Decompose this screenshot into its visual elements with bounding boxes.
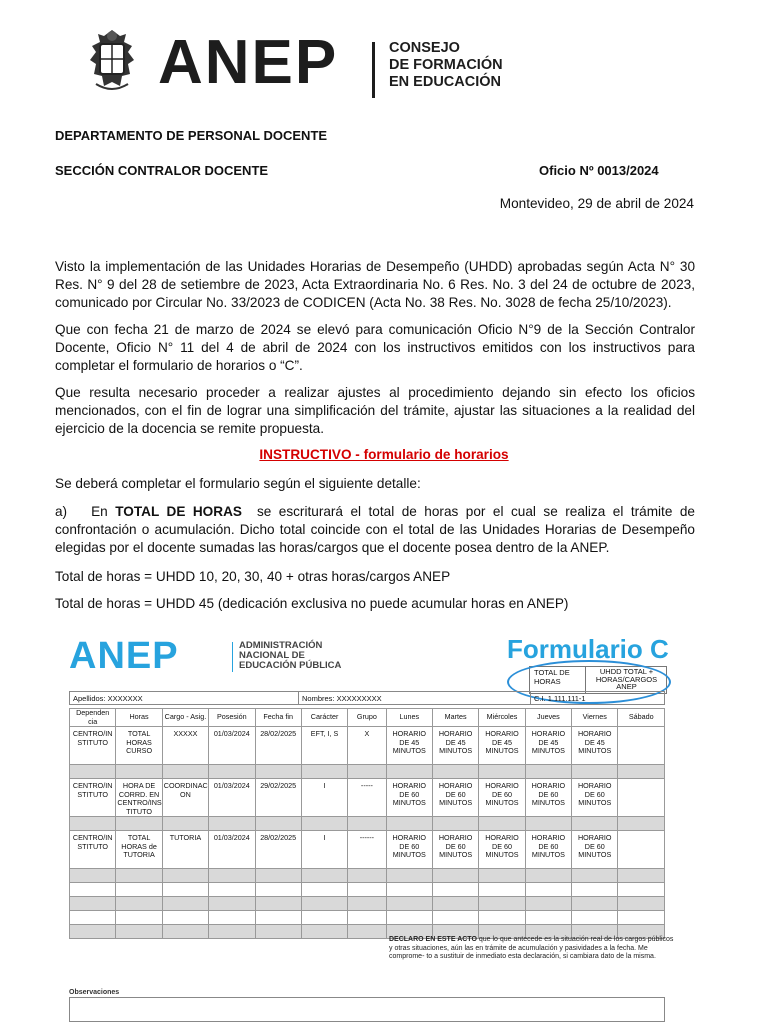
ci-field: C.I. 1.111.111-1 bbox=[534, 694, 586, 703]
paragraph-2 bbox=[55, 321, 695, 375]
header-cell: Viernes bbox=[572, 709, 618, 727]
apellidos-field: Apellidos: XXXXXXX bbox=[73, 694, 143, 703]
header-cell: Martes bbox=[432, 709, 478, 727]
table-cell: COORDINAC ON bbox=[162, 779, 208, 817]
header-cell: Posesión bbox=[209, 709, 255, 727]
item-a-label: a) bbox=[55, 504, 68, 519]
header-cell: Sábado bbox=[618, 709, 665, 727]
total-horas-value: UHDD TOTAL + HORAS/CARGOS ANEP bbox=[595, 667, 658, 691]
paragraph-3 bbox=[55, 384, 695, 438]
item-a-pre: En bbox=[91, 504, 108, 519]
table-cell: HORA DE CORRD. EN CENTRO/INS TITUTO bbox=[116, 779, 162, 817]
table-cell: HORARIO DE 60 MINUTOS bbox=[432, 831, 478, 869]
table-cell: CENTRO/IN STITUTO bbox=[70, 779, 116, 817]
department-heading: DEPARTAMENTO DE PERSONAL DOCENTE bbox=[55, 128, 328, 143]
place-date: Montevideo, 29 de abril de 2024 bbox=[499, 196, 694, 211]
table-cell: HORARIO DE 45 MINUTOS bbox=[572, 727, 618, 765]
table-cell: 01/03/2024 bbox=[209, 779, 255, 817]
table-row-empty bbox=[70, 897, 665, 911]
logo-divider bbox=[372, 42, 375, 98]
table-cell: TUTORIA bbox=[162, 831, 208, 869]
table-cell bbox=[618, 727, 665, 765]
anep-logo-text: ANEP bbox=[158, 28, 339, 97]
paragraph-1 bbox=[55, 258, 695, 312]
form-adm-text bbox=[239, 641, 341, 671]
observaciones-label: Observaciones bbox=[69, 989, 120, 996]
form-adm-line-3: EDUCACIÓN PÚBLICA bbox=[239, 660, 342, 671]
oficio-number: Oficio Nº 0013/2024 bbox=[539, 163, 659, 178]
form-title: Formulario C bbox=[507, 634, 669, 664]
header-cell: Horas bbox=[116, 709, 162, 727]
table-cell: 28/02/2025 bbox=[255, 727, 301, 765]
schedule-table bbox=[69, 708, 665, 939]
paragraph-4: Se deberá completar el formulario según el siguiente detalle: bbox=[55, 476, 421, 491]
header-cell: Dependen cia bbox=[70, 709, 116, 727]
header-cell: Grupo bbox=[348, 709, 386, 727]
item-a-bold: TOTAL DE HORAS bbox=[115, 504, 242, 519]
instructivo-title: INSTRUCTIVO - formulario de horarios bbox=[259, 447, 509, 462]
section-heading: SECCIÓN CONTRALOR DOCENTE bbox=[55, 163, 269, 178]
header-cell: Miércoles bbox=[479, 709, 525, 727]
table-cell: CENTRO/IN STITUTO bbox=[70, 831, 116, 869]
table-cell: XXXXX bbox=[162, 727, 208, 765]
name-row bbox=[69, 691, 665, 705]
table-row-separator bbox=[70, 765, 665, 779]
name-row-divider bbox=[298, 692, 299, 704]
table-cell: 29/02/2025 bbox=[255, 779, 301, 817]
total-horas-label: TOTAL DE HORAS bbox=[530, 667, 586, 693]
paragraph-2-text: Que con fecha 21 de marzo de 2024 se elevó para comunicación Oficio N°9 de la Sección Contralor Docente, Oficio N° 11 del 4 de abril de 2024 con los instructivos emitidos con los instructivos para completar el formulario de horarios o “C”. bbox=[55, 322, 695, 373]
table-cell: HORARIO DE 45 MINUTOS bbox=[432, 727, 478, 765]
table-cell: HORARIO DE 60 MINUTOS bbox=[525, 831, 571, 869]
table-cell: HORARIO DE 60 MINUTOS bbox=[525, 779, 571, 817]
table-cell: HORARIO DE 60 MINUTOS bbox=[386, 831, 432, 869]
header-cell: Jueves bbox=[525, 709, 571, 727]
header-cell: Carácter bbox=[301, 709, 347, 727]
table-row bbox=[70, 727, 665, 765]
table-cell: I bbox=[301, 779, 347, 817]
coat-of-arms-icon bbox=[82, 26, 142, 96]
table-cell: HORARIO DE 45 MINUTOS bbox=[525, 727, 571, 765]
item-a-text: se escriturará el total de horas por el cual se realiza el trámite de confrontación o acumulación. Dicho total coincide con el total de las Unidades Horarias de Desempeño elegidas por el docente sumadas las horas/cargos que el docente posea dentro de la ANEP. bbox=[55, 504, 695, 555]
table-cell bbox=[618, 831, 665, 869]
logo-subtitle bbox=[389, 40, 503, 91]
table-cell: HORARIO DE 60 MINUTOS bbox=[572, 831, 618, 869]
table-cell: HORARIO DE 60 MINUTOS bbox=[479, 831, 525, 869]
declaration-bold: DECLARO EN ESTE ACTO bbox=[389, 936, 477, 943]
observaciones-box bbox=[69, 997, 665, 1022]
schedule-header-row bbox=[70, 709, 665, 727]
table-row-empty bbox=[70, 883, 665, 897]
declaration-text bbox=[389, 936, 675, 962]
table-cell: TOTAL HORAS CURSO bbox=[116, 727, 162, 765]
form-adm-line-1: ADMINISTRACIÓN bbox=[239, 640, 323, 651]
table-cell: 01/03/2024 bbox=[209, 727, 255, 765]
form-logo-divider bbox=[232, 642, 233, 672]
table-cell: HORARIO DE 60 MINUTOS bbox=[572, 779, 618, 817]
logo-subtitle-line-1: CONSEJO bbox=[389, 40, 460, 56]
table-cell: 28/02/2025 bbox=[255, 831, 301, 869]
form-adm-line-2: NACIONAL DE bbox=[239, 650, 305, 661]
form-anep-logo: ANEP bbox=[69, 635, 179, 677]
name-row-divider bbox=[530, 692, 531, 704]
formula-1: Total de horas = UHDD 10, 20, 30, 40 + otras horas/cargos ANEP bbox=[55, 569, 451, 584]
table-cell: ------ bbox=[348, 831, 386, 869]
table-cell: I bbox=[301, 831, 347, 869]
logo-subtitle-line-3: EN EDUCACIÓN bbox=[389, 74, 501, 90]
nombres-field: Nombres: XXXXXXXXX bbox=[302, 694, 382, 703]
logo-subtitle-line-2: DE FORMACIÓN bbox=[389, 57, 503, 73]
formula-2: Total de horas = UHDD 45 (dedicación exclusiva no puede acumular horas en ANEP) bbox=[55, 596, 569, 611]
paragraph-1-text: Visto la implementación de las Unidades Horarias de Desempeño (UHDD) aprobadas según Acta N° 30 Res. N° 9 del 28 de setiembre de 2023, Acta Extraordinaria No. 6 Res. No. 3 del 24 de octubre de 2023, comunicado por Circular No. 33/2023 de CODICEN (Acta No. 38 Res. No. 3028 de fecha 25/10/2023). bbox=[55, 259, 695, 310]
table-cell: HORARIO DE 45 MINUTOS bbox=[386, 727, 432, 765]
table-cell: HORARIO DE 60 MINUTOS bbox=[479, 779, 525, 817]
table-cell: HORARIO DE 45 MINUTOS bbox=[479, 727, 525, 765]
table-row-empty bbox=[70, 911, 665, 925]
table-row-separator bbox=[70, 817, 665, 831]
table-cell: HORARIO DE 60 MINUTOS bbox=[432, 779, 478, 817]
table-row bbox=[70, 779, 665, 817]
formulario-c-image bbox=[55, 622, 675, 1022]
header-cell: Lunes bbox=[386, 709, 432, 727]
item-a bbox=[55, 503, 695, 557]
header-cell: Cargo - Asig. bbox=[162, 709, 208, 727]
table-row-empty bbox=[70, 869, 665, 883]
header-cell: Fecha fin bbox=[255, 709, 301, 727]
table-cell: ----- bbox=[348, 779, 386, 817]
table-cell: CENTRO/IN STITUTO bbox=[70, 727, 116, 765]
table-cell: X bbox=[348, 727, 386, 765]
paragraph-3-text: Que resulta necesario proceder a realizar ajustes al procedimiento dejando sin efecto los oficios mencionados, con el fin de lograr una simplificación del trámite, ajustar las situaciones a la realidad del ejercicio de la docencia se remite propuesta. bbox=[55, 385, 695, 436]
table-cell: EFT, I, S bbox=[301, 727, 347, 765]
table-row bbox=[70, 831, 665, 869]
table-cell: HORARIO DE 60 MINUTOS bbox=[386, 779, 432, 817]
table-cell: TOTAL HORAS de TUTORIA bbox=[116, 831, 162, 869]
declaration-rest: que lo que antecede es la situación real de los cargos públicos y otras situaciones, aún las en trámite de acumulación y pasividades a la fecha. Me comprome- to a sustituir de inmediato esta declaración, si cambiara dato de la misma. bbox=[389, 936, 674, 960]
table-cell bbox=[618, 779, 665, 817]
table-cell: 01/03/2024 bbox=[209, 831, 255, 869]
